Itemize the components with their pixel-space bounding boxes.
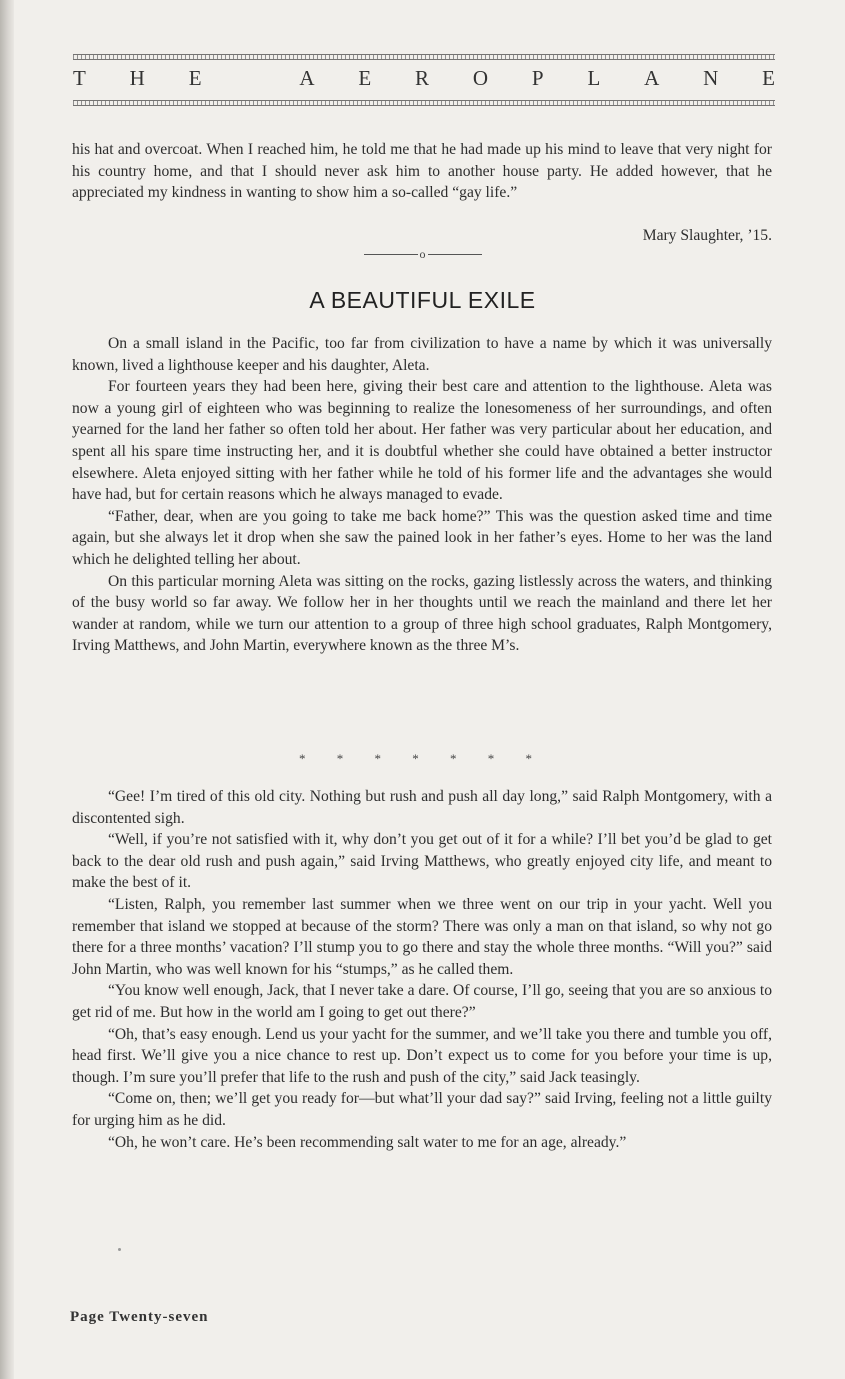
story-title: A BEAUTIFUL EXILE: [309, 287, 536, 313]
masthead-letter: P: [531, 66, 544, 90]
masthead-letter: E: [358, 66, 372, 90]
paragraph: “Oh, he won’t care. He’s been recommending salt water to me for an age, already.”: [108, 1133, 627, 1151]
paragraph: “You know well enough, Jack, that I never take a dare. Of course, I’ll go, seeing that you are so anxious to get rid of me. But how in the world am I going to get out there?”: [72, 982, 772, 1021]
separator-line: [428, 254, 482, 255]
continuation-text: [72, 139, 772, 204]
masthead-letter: O: [472, 66, 489, 90]
paragraph: “Listen, Ralph, you remember last summer when we three went on our trip in your yacht. Well you remember that island we stopped at because of the storm? There was only a man on that island, so why not go there for a three months’ vacation? I’ll stump you to go there and stay the whole three months. “Will you?” said John Martin, who was well known for his “stumps,” as he called them.: [72, 895, 772, 978]
paragraph: For fourteen years they had been here, giving their best care and attention to the lighthouse. Aleta was now a young girl of eighteen who was beginning to realize the lonesomeness of her surroundings, and often yearned for the land her father so often told her about. Her father was very particular about her education, and spent all his spare time instructing her, and it is doubtful whether she could have obtained a better instructor elsewhere. Aleta enjoyed sitting with her father while he told of his former life and the advantages she would have had, but for certain reasons which he always managed to evade.: [72, 378, 772, 504]
story-part-one: [72, 333, 772, 657]
page-binding-shadow: [0, 0, 14, 1379]
masthead-title: [73, 66, 775, 91]
paragraph: “Oh, that’s easy enough. Lend us your yacht for the summer, and we’ll take you there and tumble you off, head first. We’ll give you a nice chance to rest up. Don’t expect us to come for you before your time is up, though. I’m sure you’ll prefer that life to the rush and push of the city,” said Jack teasingly.: [72, 1025, 772, 1086]
author-signature: Mary Slaughter, ’15.: [642, 227, 772, 244]
ink-speck: [118, 1248, 121, 1251]
paragraph: On a small island in the Pacific, too far from civilization to have a name by which it was universally known, lived a lighthouse keeper and his daughter, Aleta.: [72, 335, 772, 374]
paragraph: On this particular morning Aleta was sitting on the rocks, gazing listlessly across the waters, and thinking of the busy world so far away. We follow her in her thoughts until we reach the mainland and there let her wander at random, while we turn our attention to a group of three high school graduates, Ralph Montgomery, Irving Matthews, and John Martin, everywhere known as the three M’s.: [72, 572, 772, 655]
masthead-top-rule: [73, 54, 775, 60]
masthead-letter: H: [129, 66, 145, 90]
section-separator: [0, 247, 845, 263]
masthead-letter: R: [415, 66, 430, 90]
paragraph: “Father, dear, when are you going to take me back home?” This was the question asked time and time again, but she always let it drop when she saw the pained look in her father’s eyes. Home to her was the land which he delighted telling her about.: [72, 507, 772, 568]
paragraph: “Well, if you’re not satisfied with it, why don’t you get out of it for a while? I’ll bet you’d be glad to get back to the dear old rush and push again,” said Irving Matthews, who greatly enjoyed city life, and meant to make the best of it.: [72, 831, 772, 892]
masthead-letter: E: [762, 66, 775, 90]
masthead-letter: T: [73, 66, 86, 90]
masthead-letter: L: [587, 66, 601, 90]
separator-mark: o: [419, 247, 426, 262]
separator-line: [364, 254, 418, 255]
masthead-letter: A: [644, 66, 660, 90]
page-number: Page Twenty-seven: [70, 1309, 209, 1325]
paragraph: “Come on, then; we’ll get you ready for—but what’ll your dad say?” said Irving, feeling not a little guilty for urging him as he did.: [72, 1090, 772, 1129]
masthead-letter: N: [703, 66, 719, 90]
masthead-bottom-rule: [73, 100, 775, 106]
story-part-two: [72, 786, 772, 1153]
paragraph: his hat and overcoat. When I reached him, he told me that he had made up his mind to leave that very night for his country home, and that I should never ask him to another house party. He added however, that he appreciated my kindness in wanting to show him a so-called “gay life.”: [72, 141, 772, 202]
masthead-letter: A: [299, 66, 315, 90]
scene-break: * * * * * * *: [299, 751, 546, 766]
paragraph: “Gee! I’m tired of this old city. Nothing but rush and push all day long,” said Ralph Montgomery, with a discontented sigh.: [72, 788, 772, 827]
masthead-letter: E: [188, 66, 202, 90]
